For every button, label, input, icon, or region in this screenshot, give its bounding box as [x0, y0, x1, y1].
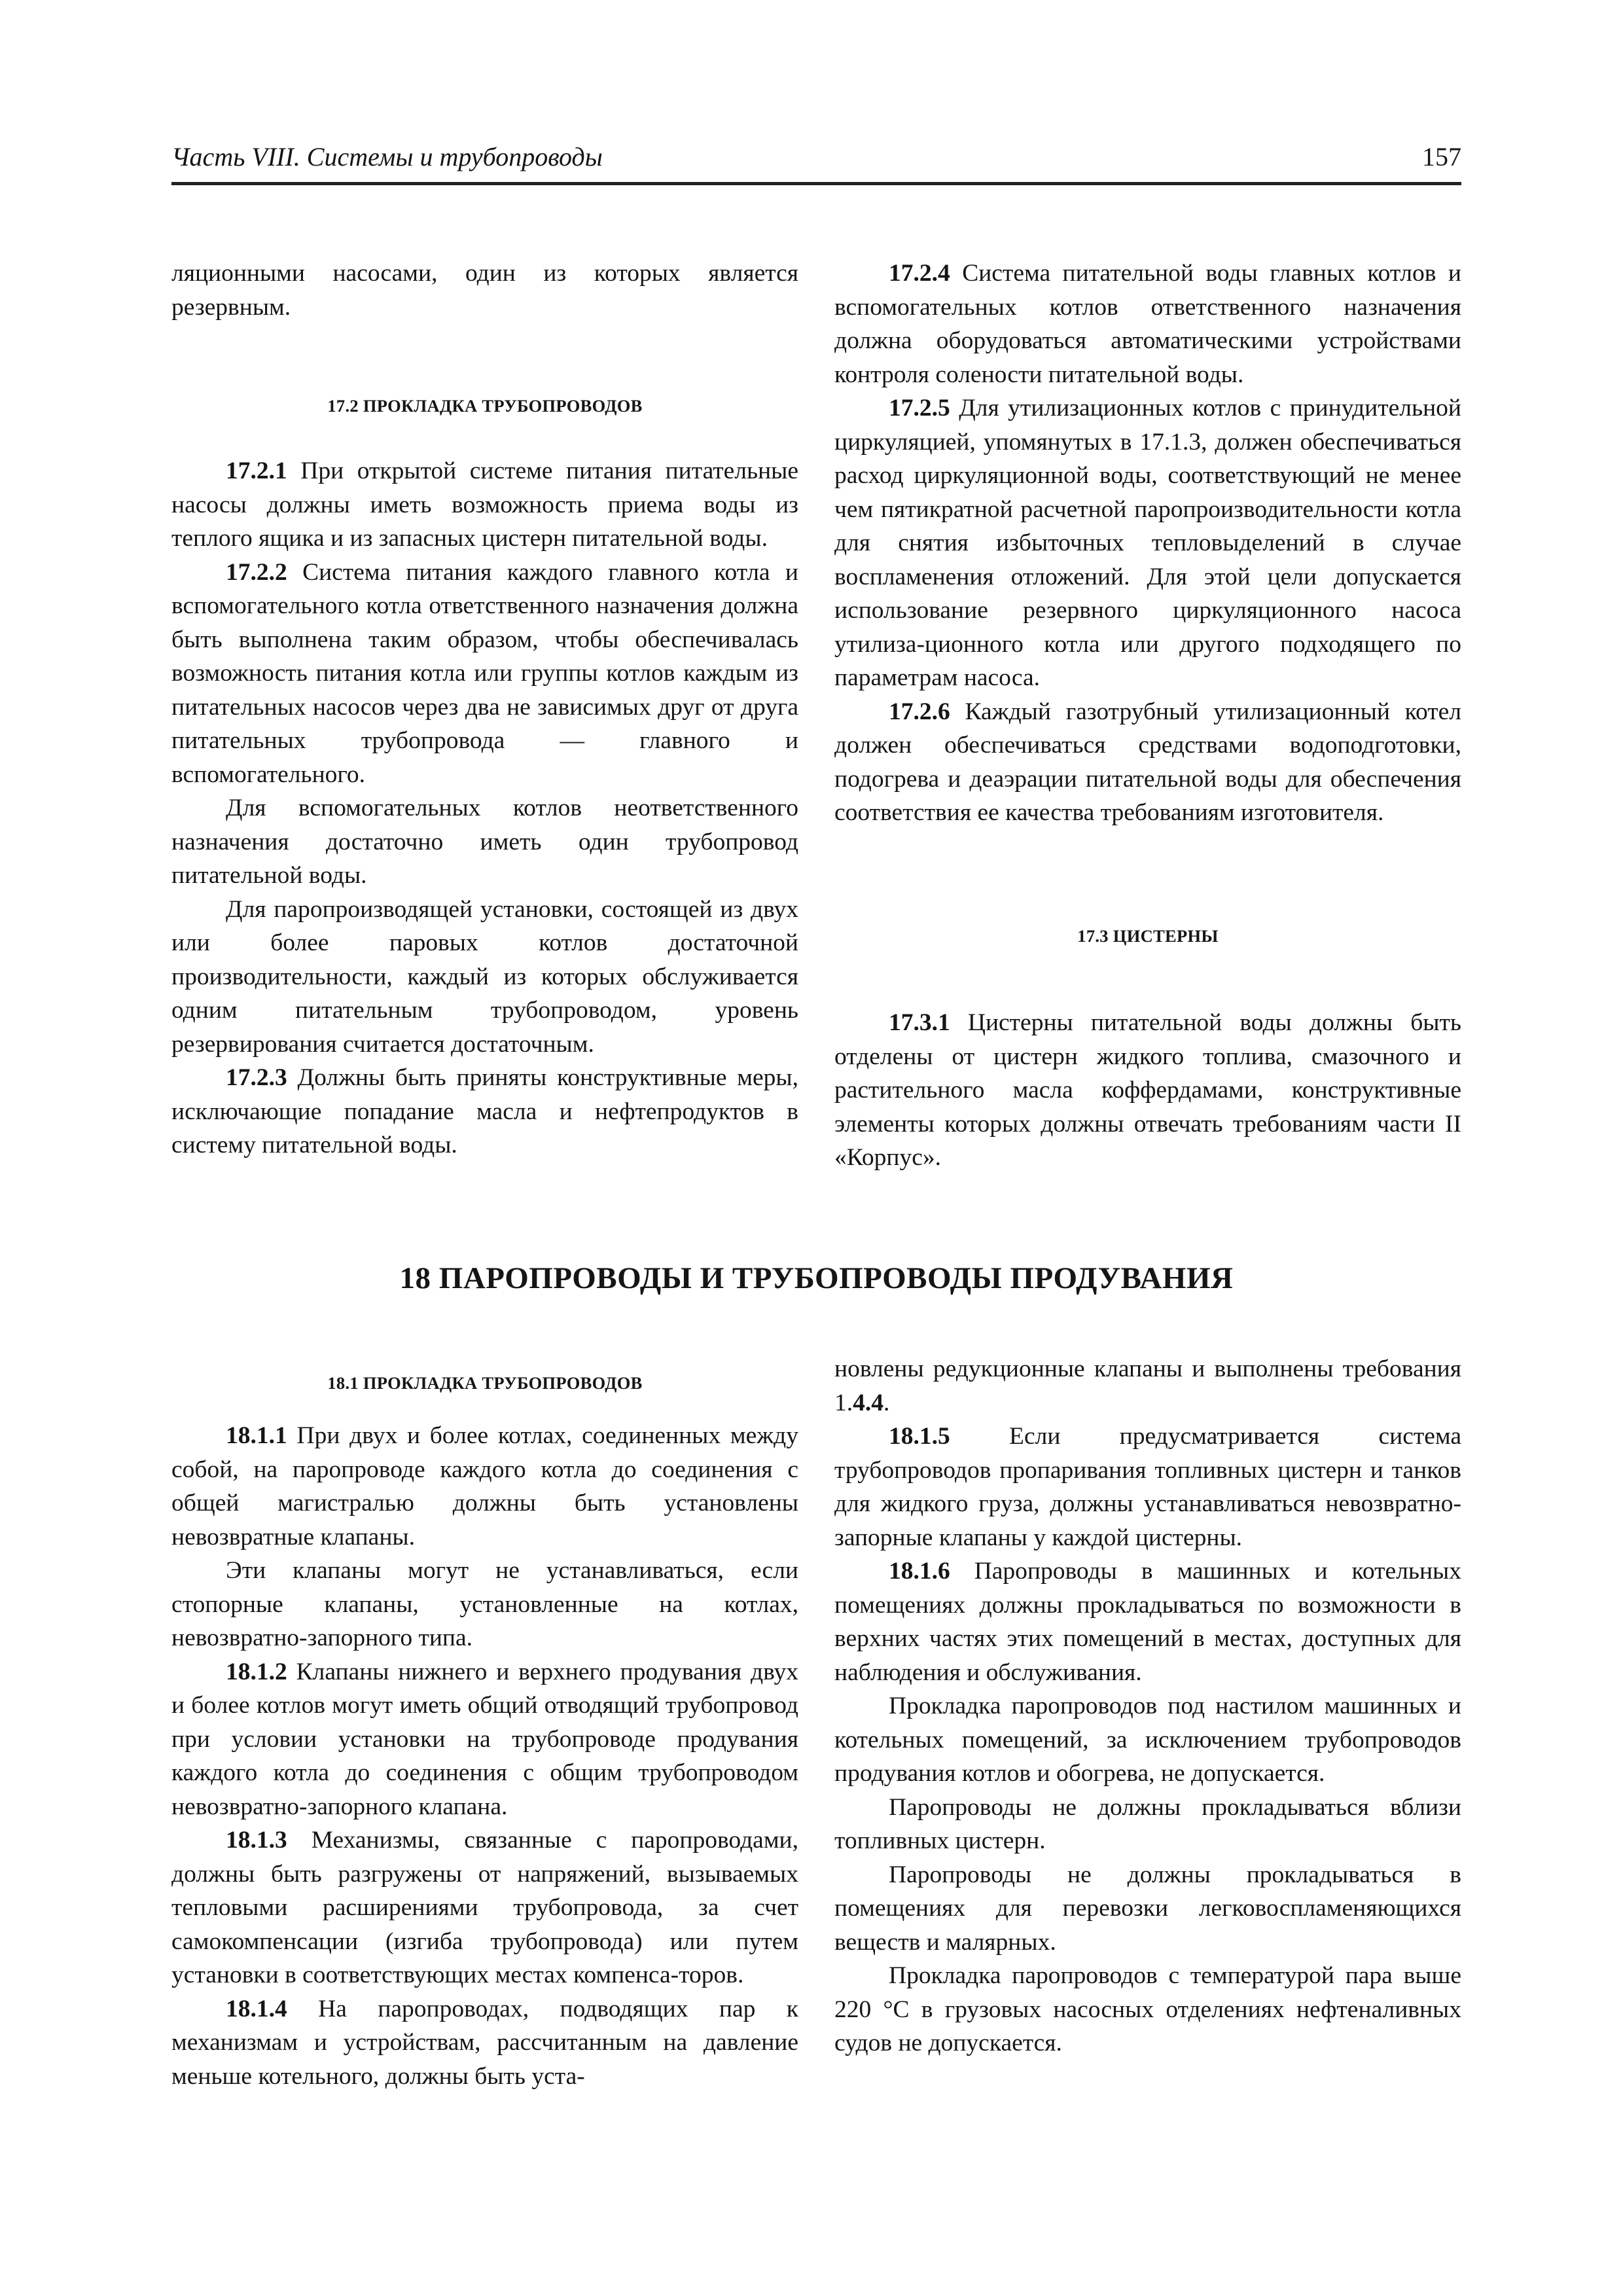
clause-number: 17.2.6	[889, 698, 950, 725]
clause-number: 17.2.5	[889, 395, 950, 422]
paragraph-17-3-1	[834, 1006, 1461, 1175]
section-heading-17-3: 17.3 ЦИСТЕРНЫ	[1077, 926, 1219, 946]
clause-text: Если предусматривается система трубопроводов пропаривания топливных цистерн и танков для жидкого груза, должны устанавливаться невозвратно-запорные клапаны у каждой цистерны.	[834, 1423, 1461, 1551]
paragraph-17-2-3	[171, 1061, 798, 1162]
clause-number: 18.1.3	[226, 1827, 287, 1854]
paragraph-18-1-5	[834, 1420, 1461, 1554]
clause-number: 18.1.5	[889, 1423, 950, 1450]
clause-number: 17.3.1	[889, 1009, 950, 1036]
paragraph: Паропроводы не должны прокладываться вблизи топливных цистерн.	[834, 1793, 1461, 1854]
clause-text: Цистерны питательной воды должны быть отделены от цистерн жидкого топлива, смазочного и растительного масла коффердамами, конструктивные элементы которых должны отвечать требованиям части II «Корпус».	[834, 1009, 1461, 1171]
paragraph-continuation: ляционными насосами, один из которых является резервным.	[171, 260, 798, 321]
clause-text: Паропроводы в машинных и котельных помещениях должны прокладываться по возможности в верхних частях этих помещений в местах, доступных для наблюдения и обслуживания.	[834, 1558, 1461, 1686]
bottom-right-column	[834, 1352, 1461, 2060]
paragraph-17-2-1	[171, 454, 798, 556]
paragraph: Прокладка паропроводов под настилом машинных и котельных помещений, за исключением трубопроводов продувания котлов и обогрева, не допускается.	[834, 1693, 1461, 1787]
clause-text: На паропроводах, подводящих пар к механизмам и устройствам, рассчитанным на давление меньше котельного, должны быть уста-	[171, 1995, 798, 2090]
clause-text: При открытой системе питания питательные насосы должны иметь возможность приема воды из теплого ящика и из запасных цистерн питательной воды.	[171, 457, 798, 552]
paragraph-18-1-3	[171, 1823, 798, 1992]
clause-number: 17.2.3	[226, 1064, 287, 1091]
clause-number: 17.2.1	[226, 457, 287, 484]
clause-text: Клапаны нижнего и верхнего продувания двух и более котлов могут иметь общий отводящий трубопровод при условии установки на трубопроводе продувания каждого котла до соединения с общим трубопроводом невозвратно-запорного клапана.	[171, 1658, 798, 1820]
clause-number: 18.1.1	[226, 1422, 287, 1449]
clause-text: Система питательной воды главных котлов и вспомогательных котлов ответственного назначения должна оборудоваться автоматическими устройствами контроля солености питательной воды.	[834, 260, 1461, 388]
running-title: Часть VIII. Системы и трубопроводы	[171, 142, 603, 171]
top-right-column	[834, 257, 1461, 830]
bottom-left-column	[171, 1419, 798, 2093]
paragraph-18-1-6	[834, 1554, 1461, 1689]
paragraph-17-2-5	[834, 391, 1461, 695]
paragraph-18-1-1	[171, 1419, 798, 1554]
clause-text: Должны быть приняты конструктивные меры, исключающие попадание масла и нефтепродуктов в систему питательной воды.	[171, 1064, 798, 1158]
clause-number: 17.2.2	[226, 558, 287, 586]
chapter-title: 18 ПАРОПРОВОДЫ И ТРУБОПРОВОДЫ ПРОДУВАНИЯ	[399, 1261, 1234, 1295]
paragraph-17-2-2	[171, 556, 798, 792]
paragraph: Паропроводы не должны прокладываться в помещениях для перевозки легковоспламеняющихся веществ и малярных.	[834, 1861, 1461, 1956]
clause-text: Каждый газотрубный утилизационный котел должен обеспечиваться средствами водоподготовки, подогрева и деаэрации питательной воды для обеспечения соответствия ее качества требованиям изготовителя.	[834, 698, 1461, 826]
top-left-column	[171, 257, 798, 324]
paragraph: Эти клапаны могут не устанавливаться, если стопорные клапаны, установленные на котлах, невозвратно-запорного типа.	[171, 1557, 798, 1651]
paragraph: Для паропроизводящей установки, состоящей из двух или более паровых котлов достаточной производительности, каждый из которых обслуживается одним питательным трубопроводом, уровень резервирования считается достаточным.	[171, 895, 798, 1058]
clause-number: 18.1.2	[226, 1658, 287, 1685]
paragraph-17-2-6	[834, 695, 1461, 830]
clause-number: 18.1.6	[889, 1558, 950, 1585]
clause-number: 18.1.4	[226, 1995, 287, 2022]
top-left-column-body	[171, 454, 798, 1162]
page-header	[171, 140, 1461, 185]
paragraph-continuation: новлены редукционные клапаны и выполнены требования 1.4.4.	[834, 1355, 1461, 1416]
paragraph: Прокладка паропроводов с температурой пара выше 220 °С в грузовых насосных отделениях нефтеналивных судов не допускается.	[834, 1962, 1461, 2056]
clause-number: 17.2.4	[889, 260, 950, 287]
section-heading-18-1: 18.1 ПРОКЛАДКА ТРУБОПРОВОДОВ	[327, 1373, 643, 1393]
clause-text: Для утилизационных котлов с принудительной циркуляцией, упомянутых в 17.1.3, должен обеспечиваться расход циркуляционной воды, соответствующий не менее чем пятикратной расчетной паропроизводительности котла для снятия избыточных тепловыделений в случае воспламенения отложений. Для этой цели допускается использование резервного циркуляционного насоса утилиза-ционного котла или другого подходящего по параметрам насоса.	[834, 395, 1461, 691]
paragraph: Для вспомогательных котлов неответственного назначения достаточно иметь один трубопровод питательной воды.	[171, 795, 798, 889]
paragraph-17-2-4	[834, 257, 1461, 391]
clause-text: Система питания каждого главного котла и вспомогательного котла ответственного назначения должна быть выполнена таким образом, чтобы обеспечивалась возможность питания котла или группы котлов каждым из питательных насосов через два не зависимых друг от друга питательных трубопровода — главного и вспомогательного.	[171, 558, 798, 788]
paragraph-18-1-2	[171, 1655, 798, 1824]
paragraph-18-1-4	[171, 1992, 798, 2094]
clause-text: Механизмы, связанные с паропроводами, должны быть разгружены от напряжений, вызываемых тепловыми расширениями трубопровода, за счет самокомпенсации (изгиба трубопровода) или путем установки в соответствующих местах компенса-торов.	[171, 1827, 798, 1988]
page-number: 157	[1422, 142, 1461, 171]
clause-text: При двух и более котлах, соединенных между собой, на паропроводе каждого котла до соединения с общей магистралью должны быть установлены невозвратные клапаны.	[171, 1422, 798, 1551]
section-heading-17-2: 17.2 ПРОКЛАДКА ТРУБОПРОВОДОВ	[327, 396, 643, 416]
top-right-column-body	[834, 1006, 1461, 1175]
